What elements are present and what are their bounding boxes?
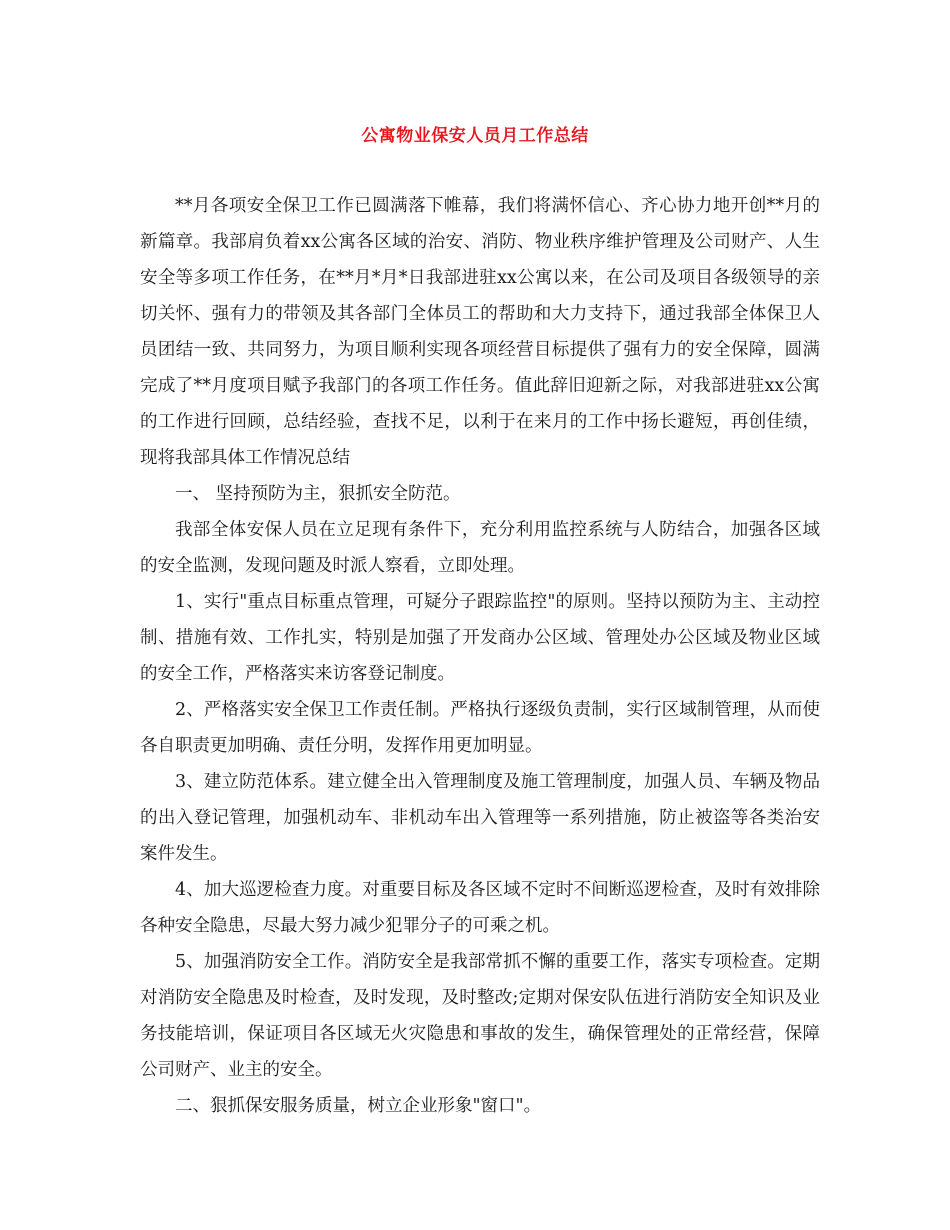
list-item-2: 2、严格落实安全保卫工作责任制。严格执行逐级负责制，实行区域制管理，从而使各自职责更加明确、责任分明，发挥作用更加明显。 (140, 700, 820, 756)
paragraph-section-1-intro: 我部全体安保人员在立足现有条件下，充分利用监控系统与人防结合，加强各区域的安全监测，发现问题及时派人察看，立即处理。 (140, 520, 820, 576)
list-item-5: 5、加强消防安全工作。消防安全是我部常抓不懈的重要工作，落实专项检查。定期对消防安全隐患及时检查，及时发现，及时整改;定期对保安队伍进行消防安全知识及业务技能培训，保证项目各区域无火灾隐患和事故的发生，确保管理处的正常经营，保障公司财产、业主的安全。 (140, 952, 820, 1080)
section-heading-2: 二、狠抓保安服务质量，树立企业形象"窗口"。 (175, 1096, 542, 1116)
section-heading-1: 一、 坚持预防为主，狠抓安全防范。 (175, 484, 461, 504)
document-title: 公寓物业保安人员月工作总结 (361, 126, 589, 146)
list-item-4: 4、加大巡逻检查力度。对重要目标及各区域不定时不间断巡逻检查，及时有效排除各种安全隐患，尽最大努力减少犯罪分子的可乘之机。 (140, 880, 820, 936)
paragraph-intro: **月各项安全保卫工作已圆满落下帷幕，我们将满怀信心、齐心协力地开创**月的新篇章。我部肩负着xx公寓各区域的治安、消防、物业秩序维护管理及公司财产、人生安全等多项工作任务，在**月*月*日我部进驻xx公寓以来，在公司及项目各级领导的亲切关怀、强有力的带领及其各部门全体员工的帮助和大力支持下，通过我部全体保卫人员团结一致、共同努力，为项目顺利实现各项经营目标提供了强有力的安全保障，圆满完成了**月度项目赋予我部门的各项工作任务。值此辞旧迎新之际，对我部进驻xx公寓的工作进行回顾，总结经验，查找不足，以利于在来月的工作中扬长避短，再创佳绩，现将我部具体工作情况总结 (140, 196, 820, 468)
list-item-3: 3、建立防范体系。建立健全出入管理制度及施工管理制度，加强人员、车辆及物品的出入登记管理，加强机动车、非机动车出入管理等一系列措施，防止被盗等各类治安案件发生。 (140, 772, 820, 864)
list-item-1: 1、实行"重点目标重点管理，可疑分子跟踪监控"的原则。坚持以预防为主、主动控制、措施有效、工作扎实，特别是加强了开发商办公区域、管理处办公区域及物业区域的安全工作，严格落实来访客登记制度。 (140, 592, 820, 684)
document-body (140, 188, 820, 1124)
